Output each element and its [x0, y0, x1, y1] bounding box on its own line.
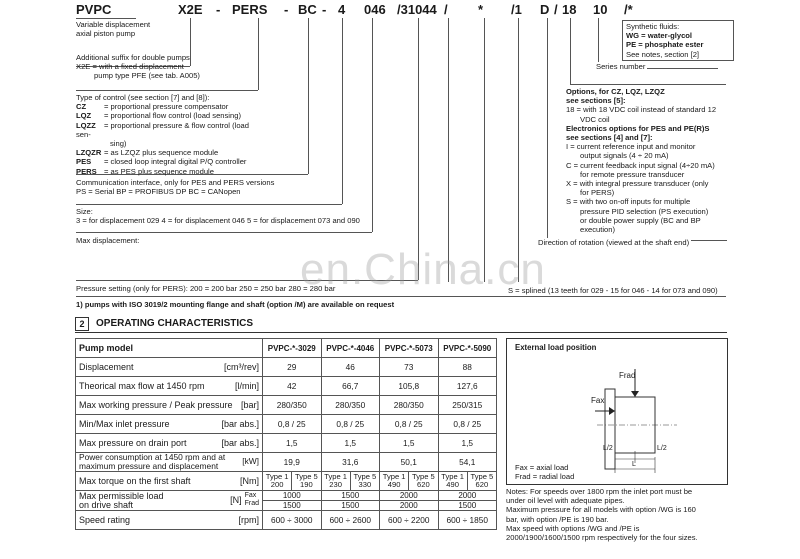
pressure-setting: Pressure setting (only for PERS): 200 = 200 bar 250 = 250 bar 280 = 280 bar: [76, 284, 336, 293]
code-disp: 046: [364, 2, 386, 17]
table-row: [kW] Power consumption at 1450 rpm and at maximum pressure and displacement 19,9 31,6 50,1 54,1: [76, 453, 497, 472]
section-title: OPERATING CHARACTERISTICS: [96, 318, 254, 329]
frad-label: Frad: [619, 371, 636, 380]
code-star: *: [478, 2, 484, 17]
code-type: /31044: [397, 2, 437, 17]
code-dash: -: [284, 2, 289, 17]
size-text: Size: 3 = for displacement 029 4 = for displacement 046 5 = for displacement 073 and 090: [76, 207, 360, 226]
table-row-load-frad: 1500 1500 2000 1500: [76, 501, 497, 511]
operating-characteristics-table: [75, 338, 497, 530]
section-number: 2: [75, 317, 89, 331]
l2-left-label: L/2: [603, 445, 613, 452]
code-options: /*: [624, 2, 633, 17]
diagram-title: External load position: [515, 343, 597, 352]
notes: Notes: For speeds over 1800 rpm the inlet port must be under oil level with adequate pipes. Maximum pressure for all models with option /WG is 160 bar, with option /PE is 190 bar. Max speed with options /WG and /PE is 2000/1900/1600/1500 rpm respectively for the four sizes.: [506, 487, 698, 543]
comm-interface: Communication interface, only for PES and PERS versions PS = Serial BP = PROFIBUS DP BC = CANopen: [76, 178, 275, 197]
table-row: Max pressure on drain port [bar abs.] 1,5 1,5 1,5 1,5: [76, 434, 497, 453]
code-dash: -: [322, 2, 327, 17]
shaft-splined: S = splined (13 teeth for 029 - 15 for 046 - 14 for 073 and 090): [508, 286, 718, 295]
load-diagram: [506, 338, 728, 485]
table-header-row: Pump model PVPC-*-3029 PVPC-*-4046 PVPC-*-5073 PVPC-*-5090: [76, 339, 497, 358]
watermark: en.China.cn: [300, 245, 546, 294]
variable-pump-text: Variable displacement axial piston pump: [76, 20, 151, 39]
max-displacement: Max displacement:: [76, 236, 140, 245]
table-row-load-fax: Fax Frad [N] Max permissible load on drive shaft 1000 1500 2000 2000: [76, 491, 497, 501]
footnote: 1) pumps with ISO 3019/2 mounting flange and shaft (option /M) are available on request: [76, 300, 395, 309]
table-row: Max working pressure / Peak pressure [bar] 280/350 280/350 280/350 250/315: [76, 396, 497, 415]
code-size: 4: [338, 2, 346, 17]
code-pvpc: PVPC: [76, 2, 112, 17]
code-10: 10: [593, 2, 608, 17]
l2-right-label: L/2: [657, 445, 667, 452]
suffix-text: Additional suffix for double pumps X2E = with a fixed displacement pump type PFE (see tab. A005): [76, 53, 200, 81]
fluids-box: Synthetic fluids: WG = water-glycol PE = phosphate ester See notes, section [2]: [622, 20, 734, 61]
code-slash: /: [444, 2, 448, 17]
code-x2e: X2E: [178, 2, 203, 17]
code-slash: /: [554, 2, 558, 17]
table-row-torque: Max torque on the first shaft [Nm] Type 1 200 Type 5 190 Type 1 230 Type 5 330 Type 1 490 Type 5 620 Type 1 490 Type 5 620: [76, 472, 497, 491]
code-bc: BC: [298, 2, 317, 17]
table-row: Theorical max flow at 1450 rpm [l/min] 42 66,7 105,8 127,6: [76, 377, 497, 396]
code-1: /1: [511, 2, 522, 17]
code-d: D: [540, 2, 550, 17]
table-row: Min/Max inlet pressure [bar abs.] 0,8 / 25 0,8 / 25 0,8 / 25 0,8 / 25: [76, 415, 497, 434]
code-18: 18: [562, 2, 577, 17]
options-block: Options, for CZ, LQZ, LZQZ see sections [5]: 18 = with 18 VDC coil instead of standard 12 VDC coil Electronics options for PES and PE(R)S see sections [4] and [7]: I = current reference input and monitor output signals (4 ÷ 20 mA) C = current feedback input signal (4÷20 mA) for remote pressure transducer X = with integral pressure transducer (only for PERS) S = with two on-off inputs for multiple pressure PID selection (PS execution) or double power supply (BC and BP execution): [566, 87, 717, 235]
l-label: L: [632, 461, 636, 468]
fax-label: Fax: [591, 396, 605, 405]
series-number: Series number: [596, 62, 646, 71]
control-types: Type of control (see section [7] and [8]): CZ = proportional pressure compensator LQZ = proportional flow control (load sensing) LQZZ = proportional pressure & flow control (load sen- sing) LZQZR = as LZQZ plus sequence module PES = closed loop integral digital P/Q controller PERS = as PES plus sequence module: [76, 93, 249, 176]
table-row: Displacement [cm³/rev] 29 46 73 88: [76, 358, 497, 377]
diagram-legend: Fax = axial load Frad = radial load: [515, 463, 575, 482]
table-row: Speed rating [rpm] 600 ÷ 3000 600 ÷ 2600 600 ÷ 2200 600 ÷ 1850: [76, 511, 497, 530]
code-dash: -: [216, 2, 221, 17]
rotation-direction: Direction of rotation (viewed at the shaft end): [538, 238, 690, 247]
code-pers: PERS: [232, 2, 268, 17]
